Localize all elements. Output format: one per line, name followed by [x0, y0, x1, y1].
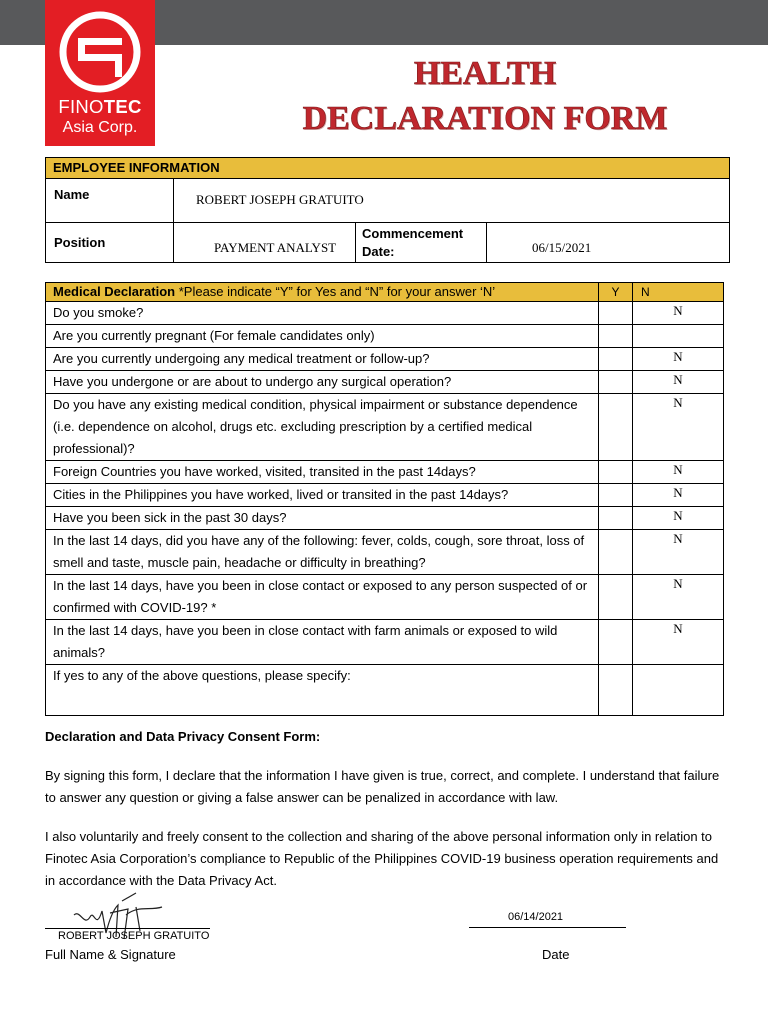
specify-text[interactable]: If yes to any of the above questions, please specify: — [46, 665, 599, 716]
medical-declaration-table — [45, 282, 724, 716]
date-line — [469, 927, 626, 928]
question-row — [46, 371, 724, 394]
consent-title: Declaration and Data Privacy Consent Form: — [45, 729, 321, 744]
answer-yes-cell[interactable] — [599, 461, 633, 484]
question-row — [46, 348, 724, 371]
question-text: Foreign Countries you have worked, visited, transited in the past 14days? — [46, 461, 599, 484]
page-title-line1: HEALTH — [413, 55, 557, 92]
commencement-date-value: 06/15/2021 — [487, 223, 730, 263]
full-name-caption: Full Name & Signature — [45, 947, 176, 962]
answer-yes-cell[interactable] — [599, 348, 633, 371]
question-text: Do you smoke? — [46, 302, 599, 325]
answer-no-cell[interactable]: N — [633, 507, 724, 530]
question-row — [46, 461, 724, 484]
answer-no-cell[interactable]: N — [633, 575, 724, 620]
yes-column-header: Y — [599, 283, 633, 302]
name-value: ROBERT JOSEPH GRATUITO — [174, 179, 730, 223]
question-text: Have you been sick in the past 30 days? — [46, 507, 599, 530]
employee-section-title: EMPLOYEE INFORMATION — [46, 158, 730, 179]
answer-yes-cell[interactable] — [599, 575, 633, 620]
question-text: Have you undergone or are about to undergo any surgical operation? — [46, 371, 599, 394]
answer-no-cell[interactable]: N — [633, 371, 724, 394]
answer-no-cell[interactable]: N — [633, 461, 724, 484]
question-row — [46, 665, 724, 716]
question-text: Are you currently undergoing any medical treatment or follow-up? — [46, 348, 599, 371]
answer-no-cell[interactable] — [633, 665, 724, 716]
question-text: Cities in the Philippines you have worked, lived or transited in the past 14days? — [46, 484, 599, 507]
question-row — [46, 484, 724, 507]
page-title-line2: DECLARATION FORM — [302, 100, 668, 137]
signed-name: ROBERT JOSEPH GRATUITO — [58, 930, 210, 942]
answer-yes-cell[interactable] — [599, 530, 633, 575]
answer-yes-cell[interactable] — [599, 507, 633, 530]
answer-yes-cell[interactable] — [599, 665, 633, 716]
employee-info-table — [45, 157, 730, 263]
consent-paragraph-2: I also voluntarily and freely consent to the collection and sharing of the above personal information only in relation to Finotec Asia Corporation’s compliance to Republic of the Philippines COVID-19 business operation requirements and in accordance with the Data Privacy Act. — [45, 829, 719, 888]
answer-yes-cell[interactable] — [599, 325, 633, 348]
question-row — [46, 507, 724, 530]
signature-date: 06/14/2021 — [508, 911, 564, 923]
question-row — [46, 530, 724, 575]
question-row — [46, 620, 724, 665]
question-text: In the last 14 days, have you been in close contact with farm animals or exposed to wild animals? — [46, 620, 599, 665]
signature-line — [45, 928, 210, 929]
logo-subline: Asia Corp. — [62, 119, 138, 136]
answer-yes-cell[interactable] — [599, 620, 633, 665]
position-value: PAYMENT ANALYST — [174, 223, 356, 263]
question-row — [46, 325, 724, 348]
consent-paragraph-1: By signing this form, I declare that the information I have given is true, correct, and complete. I understand that failure to answer any question or giving a false answer can be penalized in accordance with law. — [45, 768, 720, 805]
answer-no-cell[interactable]: N — [633, 394, 724, 461]
name-label: Name — [46, 179, 174, 223]
medical-header: Medical Declaration *Please indicate “Y” for Yes and “N” for your answer ‘N’ — [46, 283, 599, 302]
question-text: In the last 14 days, did you have any of the following: fever, colds, cough, sore throat, loss of smell and taste, muscle pain, headache or difficulty in breathing? — [46, 530, 599, 575]
question-text: In the last 14 days, have you been in close contact or exposed to any person suspected of or confirmed with COVID-19? * — [46, 575, 599, 620]
company-logo — [45, 0, 155, 146]
question-row — [46, 575, 724, 620]
answer-yes-cell[interactable] — [599, 302, 633, 325]
logo-brand: FINOTEC — [58, 96, 142, 117]
date-caption: Date — [542, 947, 570, 962]
no-column-header: N — [633, 283, 724, 302]
question-row — [46, 394, 724, 461]
answer-yes-cell[interactable] — [599, 484, 633, 507]
finotec-logo-icon — [58, 10, 142, 94]
question-text: Do you have any existing medical condition, physical impairment or substance dependence (i.e. dependence on alcohol, drugs etc. excluding prescription by a certified medical professional)? — [46, 394, 599, 461]
answer-no-cell[interactable]: N — [633, 620, 724, 665]
question-text: Are you currently pregnant (For female candidates only) — [46, 325, 599, 348]
commencement-label: Commencement Date: — [356, 223, 487, 263]
answer-no-cell[interactable] — [633, 325, 724, 348]
answer-no-cell[interactable]: N — [633, 302, 724, 325]
answer-yes-cell[interactable] — [599, 394, 633, 461]
answer-yes-cell[interactable] — [599, 371, 633, 394]
question-row — [46, 302, 724, 325]
answer-no-cell[interactable]: N — [633, 484, 724, 507]
position-label: Position — [46, 223, 174, 263]
answer-no-cell[interactable]: N — [633, 348, 724, 371]
answer-no-cell[interactable]: N — [633, 530, 724, 575]
